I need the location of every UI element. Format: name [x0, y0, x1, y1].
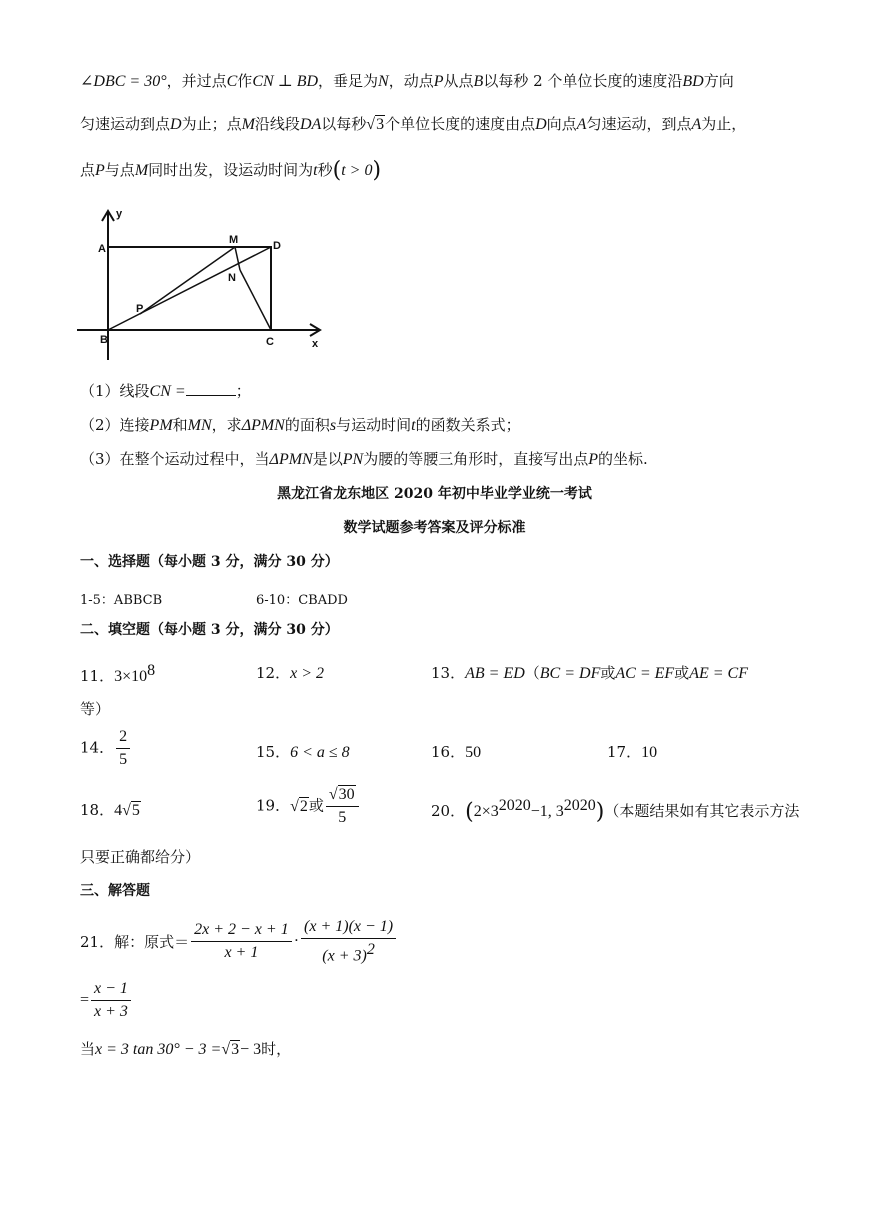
item-number: 20． — [431, 802, 466, 820]
var: DA — [299, 116, 322, 133]
geometry-figure — [72, 205, 332, 365]
text: 点 — [80, 161, 96, 179]
answer-18 — [80, 799, 141, 820]
text: 作 — [237, 72, 253, 90]
var: D — [535, 116, 547, 133]
sqrt-expr: √3 — [221, 1041, 240, 1058]
section-3-heading: 三、解答题 — [80, 883, 150, 899]
var: t — [313, 162, 318, 179]
value: 3×10 — [114, 668, 148, 685]
var: MN — [187, 417, 212, 434]
text: 或 — [308, 796, 324, 815]
text: 是以 — [312, 450, 343, 468]
text: 以每秒 — [321, 115, 367, 133]
var: B — [473, 73, 484, 90]
var: A — [691, 116, 702, 133]
text: ，求 — [211, 416, 242, 434]
value: 50 — [465, 744, 482, 761]
solution-21-line-1 — [80, 918, 398, 965]
text: 的函数关系式； — [415, 416, 521, 434]
value: 10 — [641, 744, 658, 761]
segment-bd — [108, 247, 271, 330]
answer-11 — [80, 662, 155, 686]
item-number: 16． — [431, 743, 466, 761]
value: 2×3 — [473, 803, 499, 820]
label-d: D — [273, 240, 281, 252]
answer-13-cont: 等） — [80, 700, 111, 718]
label-c: C — [266, 336, 274, 348]
answer-16 — [431, 741, 481, 762]
text: 匀速运动，到点 — [586, 115, 692, 133]
text: 和 — [172, 416, 188, 434]
text: ，并过点 — [166, 72, 227, 90]
var: BD — [682, 73, 704, 90]
expr: CN = — [149, 383, 186, 400]
radicand: 3 — [376, 116, 385, 133]
answer-15 — [256, 741, 350, 762]
label-y: y — [116, 208, 123, 220]
mc-answers-2: 6-10：CBADD — [256, 593, 348, 608]
item-number: 17． — [607, 743, 642, 761]
text: （1）线段 — [80, 382, 150, 400]
radicand: 5 — [131, 802, 140, 819]
text: 从点 — [443, 72, 474, 90]
text: 21．解：原式＝ — [80, 933, 190, 952]
text: 当 — [80, 1040, 96, 1058]
text: 方向 — [703, 72, 734, 90]
problem-line-2 — [80, 117, 746, 133]
var: PM — [149, 417, 173, 434]
text: 以每秒 2 个单位长度的速度沿 — [483, 72, 683, 90]
condition: t > 0 — [341, 162, 373, 179]
section-1-heading: 一、选择题（每小题 3 分，满分 30 分） — [80, 554, 339, 570]
solution-21-line-2 — [80, 980, 133, 1021]
label-a: A — [98, 243, 106, 255]
item-number: 14． — [80, 738, 115, 757]
answer-19 — [256, 786, 361, 827]
answer-title-2: 数学试题参考答案及评分标准 — [343, 520, 526, 536]
radicand: 2 — [299, 797, 308, 815]
text: 个单位长度的速度由点 — [385, 115, 536, 133]
var: C — [226, 73, 238, 90]
answer-13 — [431, 662, 748, 683]
value: x > 2 — [290, 665, 324, 682]
fraction-2 — [301, 918, 396, 965]
denominator: 5 — [119, 751, 128, 768]
var: P — [588, 451, 598, 468]
fraction — [116, 728, 130, 769]
var: P — [433, 73, 444, 90]
label-x: x — [312, 338, 319, 350]
text: 与运动时间 — [336, 416, 412, 434]
answer-17 — [607, 741, 657, 762]
var: P — [95, 162, 105, 179]
item-number: 12． — [256, 664, 291, 682]
label-m: M — [229, 234, 239, 246]
var: ΔPMN — [269, 451, 313, 468]
sqrt-expr: √2 — [290, 797, 308, 815]
text: ； — [235, 382, 251, 400]
sqrt-expr: √3 — [366, 116, 385, 133]
item-number: 11． — [80, 667, 115, 685]
numerator: (x + 1)(x − 1) — [301, 918, 396, 939]
numerator: 2x + 2 − x + 1 — [191, 921, 292, 942]
answer-title-1: 黑龙江省龙东地区 2020 年初中毕业学业统一考试 — [277, 486, 592, 502]
denominator: (x + 3) — [322, 947, 367, 965]
sqrt-expr: √5 — [122, 802, 140, 819]
item-number: 13． — [431, 664, 466, 682]
problem-line-1 — [80, 74, 734, 90]
value: AC = EF — [615, 665, 675, 682]
exponent: 2020 — [563, 797, 596, 814]
item-number: 19． — [256, 796, 291, 815]
dot: · — [293, 932, 300, 950]
text: 或 — [674, 664, 690, 682]
denominator: x + 1 — [224, 944, 259, 962]
text: 为腰的等腰三角形时，直接写出点 — [363, 450, 589, 468]
numerator: x − 1 — [91, 980, 131, 1001]
angle-expr: ∠DBC = 30° — [80, 73, 167, 90]
text: 时， — [261, 1040, 292, 1058]
var: N — [378, 73, 389, 90]
text: 向点 — [546, 115, 577, 133]
var: M — [241, 116, 255, 133]
exponent: 8 — [147, 662, 156, 679]
fraction: $\frac{√30}{5}$ — [326, 786, 359, 827]
fraction-1 — [191, 921, 292, 962]
question-1 — [80, 383, 251, 400]
denominator: 5 — [338, 809, 347, 826]
value: 6 < a ≤ 8 — [290, 744, 350, 761]
answer-20-cont: 只要正确都给分） — [80, 848, 201, 866]
value: BC = DF — [539, 665, 601, 682]
text: 为止， — [701, 115, 747, 133]
var: t — [411, 417, 416, 434]
numerator: 30 — [338, 786, 355, 803]
value: −1, 3 — [530, 803, 564, 820]
label-n: N — [228, 272, 236, 284]
note: （本题结果如有其它表示方法 — [604, 802, 800, 820]
var: PN — [342, 451, 364, 468]
segment-mn — [235, 247, 240, 270]
var: ΔPMN — [241, 417, 285, 434]
segment-pm — [140, 247, 235, 314]
denominator: x + 3 — [94, 1003, 128, 1020]
question-3 — [80, 452, 648, 468]
value: AB = ED — [465, 665, 525, 682]
question-2 — [80, 418, 521, 434]
exponent: 2 — [366, 941, 375, 958]
var: M — [134, 162, 149, 179]
fraction-3 — [91, 980, 131, 1021]
item-number: 15． — [256, 743, 291, 761]
label-b: B — [100, 334, 108, 346]
text: 与点 — [104, 161, 135, 179]
radicand: 3 — [231, 1041, 240, 1058]
exponent: 2020 — [498, 797, 531, 814]
problem-line-3: 点P与点M同时出发，设运动时间为t秒(t > 0) — [80, 158, 382, 183]
answer-12 — [256, 662, 324, 683]
text: 同时出发，设运动时间为 — [148, 161, 314, 179]
text: （2）连接 — [80, 416, 150, 434]
text: 秒 — [317, 161, 333, 179]
numerator: 2 — [116, 728, 130, 749]
answer-20: 20．($2\times 3^{2020}-1$, $3^{2020}$)（本题结果如有其它表示方法 — [431, 797, 800, 825]
text: 匀速运动到点 — [80, 115, 171, 133]
coefficient: 4 — [114, 802, 123, 819]
section-2-heading: 二、填空题（每小题 3 分，满分 30 分） — [80, 622, 339, 638]
var: A — [576, 116, 587, 133]
text: 沿线段 — [254, 115, 300, 133]
text: 的面积 — [284, 416, 330, 434]
text: 为止；点 — [181, 115, 242, 133]
var: s — [329, 417, 337, 434]
text: ，垂足为 — [318, 72, 379, 90]
value: AE = CF — [689, 665, 748, 682]
answer-14 — [80, 728, 132, 769]
text: 或 — [600, 664, 616, 682]
label-p: P — [136, 303, 144, 315]
text: ，动点 — [388, 72, 434, 90]
perp-expr: CN ⊥ BD — [252, 73, 319, 90]
text: 的坐标. — [597, 450, 648, 468]
var: D — [170, 116, 182, 133]
solution-21-line-3 — [80, 1038, 291, 1059]
answer-blank[interactable] — [186, 383, 236, 396]
text: （ — [524, 664, 540, 682]
mc-answers-1: 1-5：ABBCB — [80, 593, 163, 608]
text: （3）在整个运动过程中，当 — [80, 450, 270, 468]
expr: x = 3 tan 30° − 3 = — [95, 1041, 222, 1058]
equals: = — [80, 991, 90, 1009]
segment-cn — [240, 270, 271, 330]
expr: − 3 — [240, 1041, 262, 1058]
item-number: 18． — [80, 801, 115, 819]
